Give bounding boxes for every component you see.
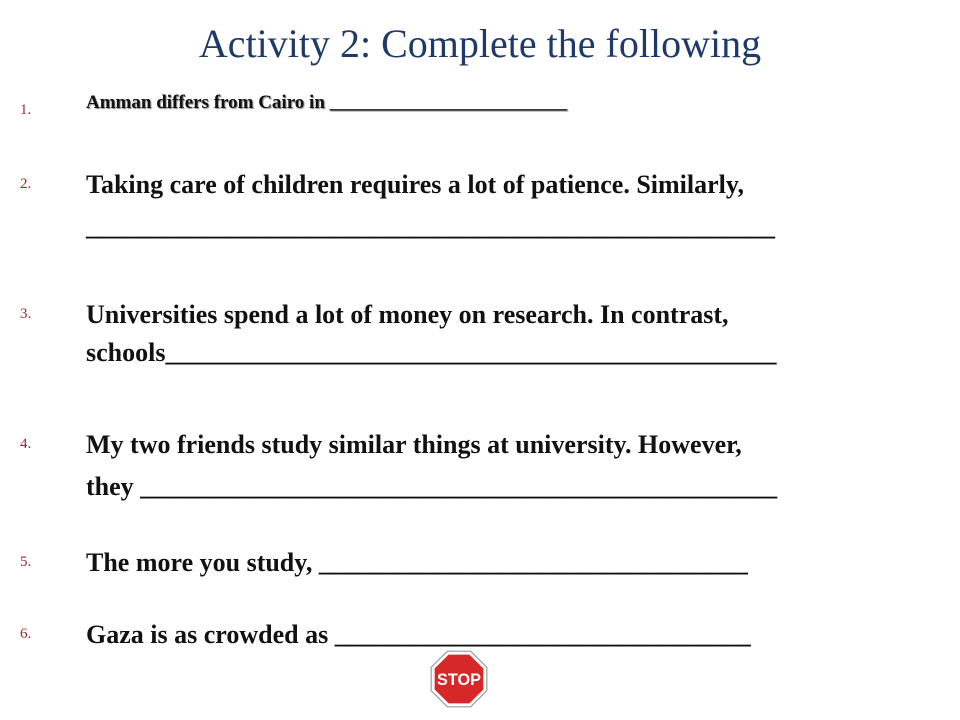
item-text: My two friends study similar things at university. However,: [86, 430, 742, 459]
item-number: 5.: [20, 554, 32, 570]
item-text: The more you study, _________________________________: [86, 548, 748, 577]
item-number: 6.: [20, 626, 32, 642]
item-text: Taking care of children requires a lot of patience. Similarly,: [86, 170, 744, 199]
item-number: 2.: [20, 176, 32, 192]
item-number: 4.: [20, 436, 32, 452]
stop-sign-icon: [430, 650, 488, 708]
item-text: Gaza is as crowded as ________________________________: [86, 620, 751, 649]
item-answer-line: schools_______________________________________________: [86, 338, 777, 367]
item-text: Amman differs from Cairo in _________________________: [86, 92, 568, 113]
item-text: Universities spend a lot of money on research. In contrast,: [86, 300, 729, 329]
item-number: 1.: [20, 102, 32, 118]
page-title: Activity 2: Complete the following: [198, 21, 762, 66]
item-number: 3.: [20, 306, 32, 322]
item-answer-line: _____________________________________________________: [86, 212, 775, 241]
stop-sign-text: STOP: [437, 670, 481, 689]
item-answer-line: they _________________________________________________: [86, 472, 778, 501]
